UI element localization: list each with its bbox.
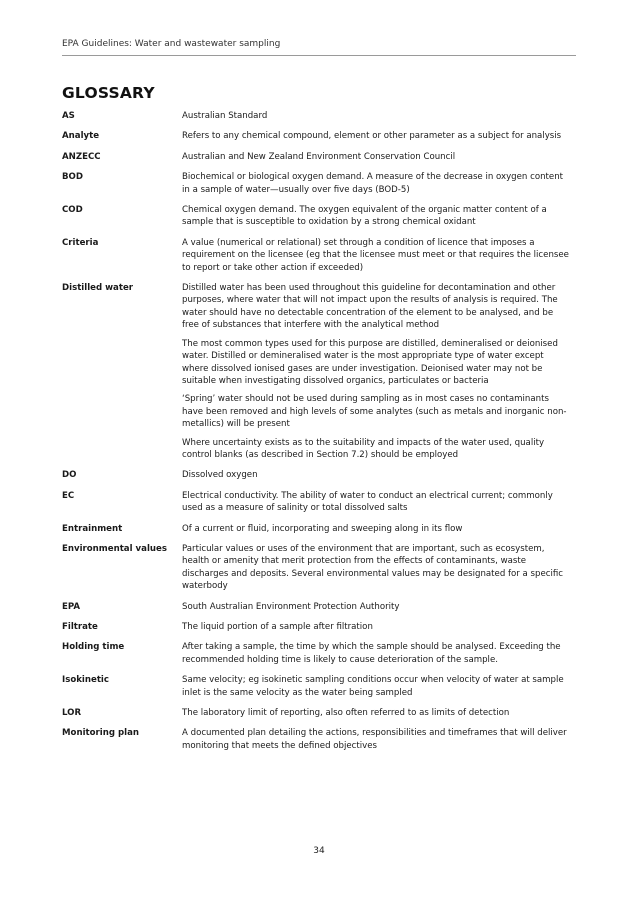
glossary-term: ANZECC bbox=[62, 151, 101, 162]
glossary-term: Isokinetic bbox=[62, 675, 109, 686]
glossary-definition bbox=[182, 151, 572, 163]
glossary-term: DO bbox=[62, 470, 77, 481]
glossary-definition bbox=[182, 282, 572, 461]
definition-paragraph: Australian Standard bbox=[182, 111, 268, 121]
glossary-term: Environmental values bbox=[62, 543, 167, 554]
definition-paragraph: Chemical oxygen demand. The oxygen equivalent of the organic matter content of a sample that is susceptible to oxidation by a strong chemical oxidant bbox=[182, 205, 547, 228]
glossary-entry bbox=[62, 171, 572, 196]
glossary-entry bbox=[62, 674, 572, 699]
page-title: GLOSSARY bbox=[62, 84, 155, 102]
glossary-entry bbox=[62, 110, 572, 122]
glossary-term: Filtrate bbox=[62, 622, 98, 632]
glossary-definition bbox=[182, 490, 572, 515]
glossary-term: COD bbox=[62, 205, 83, 216]
glossary-entry bbox=[62, 490, 572, 515]
glossary-definition bbox=[182, 727, 572, 752]
glossary-entry bbox=[62, 237, 572, 274]
glossary-term: LOR bbox=[62, 708, 82, 719]
definition-paragraph: Biochemical or biological oxygen demand. A measure of the decrease in oxygen content in a sample of water—usually over five days (BOD-5) bbox=[182, 172, 564, 195]
definition-paragraph: Australian and New Zealand Environment Conservation Council bbox=[182, 151, 456, 162]
glossary-entry bbox=[62, 130, 572, 142]
glossary-entry bbox=[62, 543, 572, 593]
definition-paragraph: South Australian Environment Protection Authority bbox=[182, 601, 400, 612]
definition-paragraph: Same velocity; eg isokinetic sampling conditions occur when velocity of water at sample inlet is the same velocity as the water being sampled bbox=[182, 675, 564, 698]
definition-paragraph: Particular values or uses of the environment that are important, such as ecosystem, health or amenity that merit protection from the effects of contaminants, waste discharges and deposits. Several environmental values may be designated for a specific waterbody bbox=[182, 543, 564, 592]
definition-paragraph: The laboratory limit of reporting, also often referred to as limits of detection bbox=[182, 708, 510, 719]
glossary-entry bbox=[62, 523, 572, 535]
glossary-entry bbox=[62, 707, 572, 719]
glossary-entry bbox=[62, 151, 572, 163]
glossary-term: Distilled water bbox=[62, 283, 134, 294]
definition-paragraph: Refers to any chemical compound, element or other parameter as a subject for analysis bbox=[182, 131, 562, 142]
definition-paragraph: After taking a sample, the time by which the sample should be analysed. Exceeding the recommended holding time is likely to cause deterioration of the sample. bbox=[182, 642, 561, 665]
glossary-definition bbox=[182, 641, 572, 666]
glossary-list bbox=[62, 110, 572, 760]
glossary-term: BOD bbox=[62, 172, 83, 183]
glossary-term: Monitoring plan bbox=[62, 728, 139, 739]
glossary-definition bbox=[182, 204, 572, 229]
glossary-term: Analyte bbox=[62, 131, 100, 142]
glossary-definition bbox=[182, 543, 572, 593]
glossary-definition bbox=[182, 469, 572, 481]
glossary-definition bbox=[182, 601, 572, 613]
glossary-term: EC bbox=[62, 490, 75, 501]
definition-paragraph: A value (numerical or relational) set through a condition of licence that imposes a requirement on the licensee (eg that the licensee must meet or that requires the licensee to report or take other action if exceeded) bbox=[182, 237, 569, 273]
glossary-entry bbox=[62, 621, 572, 633]
glossary-definition bbox=[182, 237, 572, 274]
glossary-definition bbox=[182, 621, 572, 633]
glossary-term: EPA bbox=[62, 601, 81, 612]
definition-paragraph: Distilled water has been used throughout this guideline for decontamination and other purposes, where water that will not impact upon the results of analysis is required. The water should have no detectable concentration of the element to be analysed, and be free of substances that interfere with the analytical method bbox=[182, 283, 558, 331]
glossary-entry bbox=[62, 469, 572, 481]
glossary-entry bbox=[62, 601, 572, 613]
glossary-entry bbox=[62, 282, 572, 461]
running-header: EPA Guidelines: Water and wastewater sampling bbox=[62, 39, 281, 49]
definition-paragraph: The liquid portion of a sample after filtration bbox=[182, 622, 373, 632]
glossary-definition bbox=[182, 707, 572, 719]
page-number: 34 bbox=[313, 846, 325, 856]
definition-paragraph: A documented plan detailing the actions, responsibilities and timeframes that will deliver monitoring that meets the defined objectives bbox=[182, 728, 567, 751]
glossary-definition bbox=[182, 674, 572, 699]
glossary-term: Criteria bbox=[62, 237, 99, 248]
glossary-definition bbox=[182, 171, 572, 196]
definition-paragraph: Where uncertainty exists as to the suitability and impacts of the water used, quality control blanks (as described in Section 7.2) should be employed bbox=[182, 437, 545, 460]
glossary-definition bbox=[182, 110, 572, 122]
definition-paragraph: Of a current or fluid, incorporating and sweeping along in its flow bbox=[182, 523, 463, 534]
glossary-term: Entrainment bbox=[62, 523, 123, 534]
glossary-definition bbox=[182, 523, 572, 535]
glossary-term: Holding time bbox=[62, 642, 125, 653]
glossary-term: AS bbox=[62, 111, 75, 121]
definition-paragraph: The most common types used for this purpose are distilled, demineralised or deionised water. Distilled or demineralised water is the most appropriate type of water except where dissolved ionised gases are under investigation. Deionised water may not be suitable when investigating dissolved organics, particulates or bacteria bbox=[182, 338, 558, 386]
definition-paragraph: Dissolved oxygen bbox=[182, 470, 258, 481]
definition-paragraph: Electrical conductivity. The ability of water to conduct an electrical current; commonly used as a measure of salinity or total dissolved salts bbox=[182, 490, 553, 514]
glossary-entry bbox=[62, 204, 572, 229]
glossary-definition bbox=[182, 130, 572, 142]
definition-paragraph: ‘Spring’ water should not be used during sampling as in most cases no contaminants have been removed and high levels of some analytes (such as metals and inorganic non-metallics) will be present bbox=[182, 394, 567, 430]
glossary-entry bbox=[62, 641, 572, 666]
header-divider bbox=[62, 55, 576, 56]
glossary-entry bbox=[62, 727, 572, 752]
